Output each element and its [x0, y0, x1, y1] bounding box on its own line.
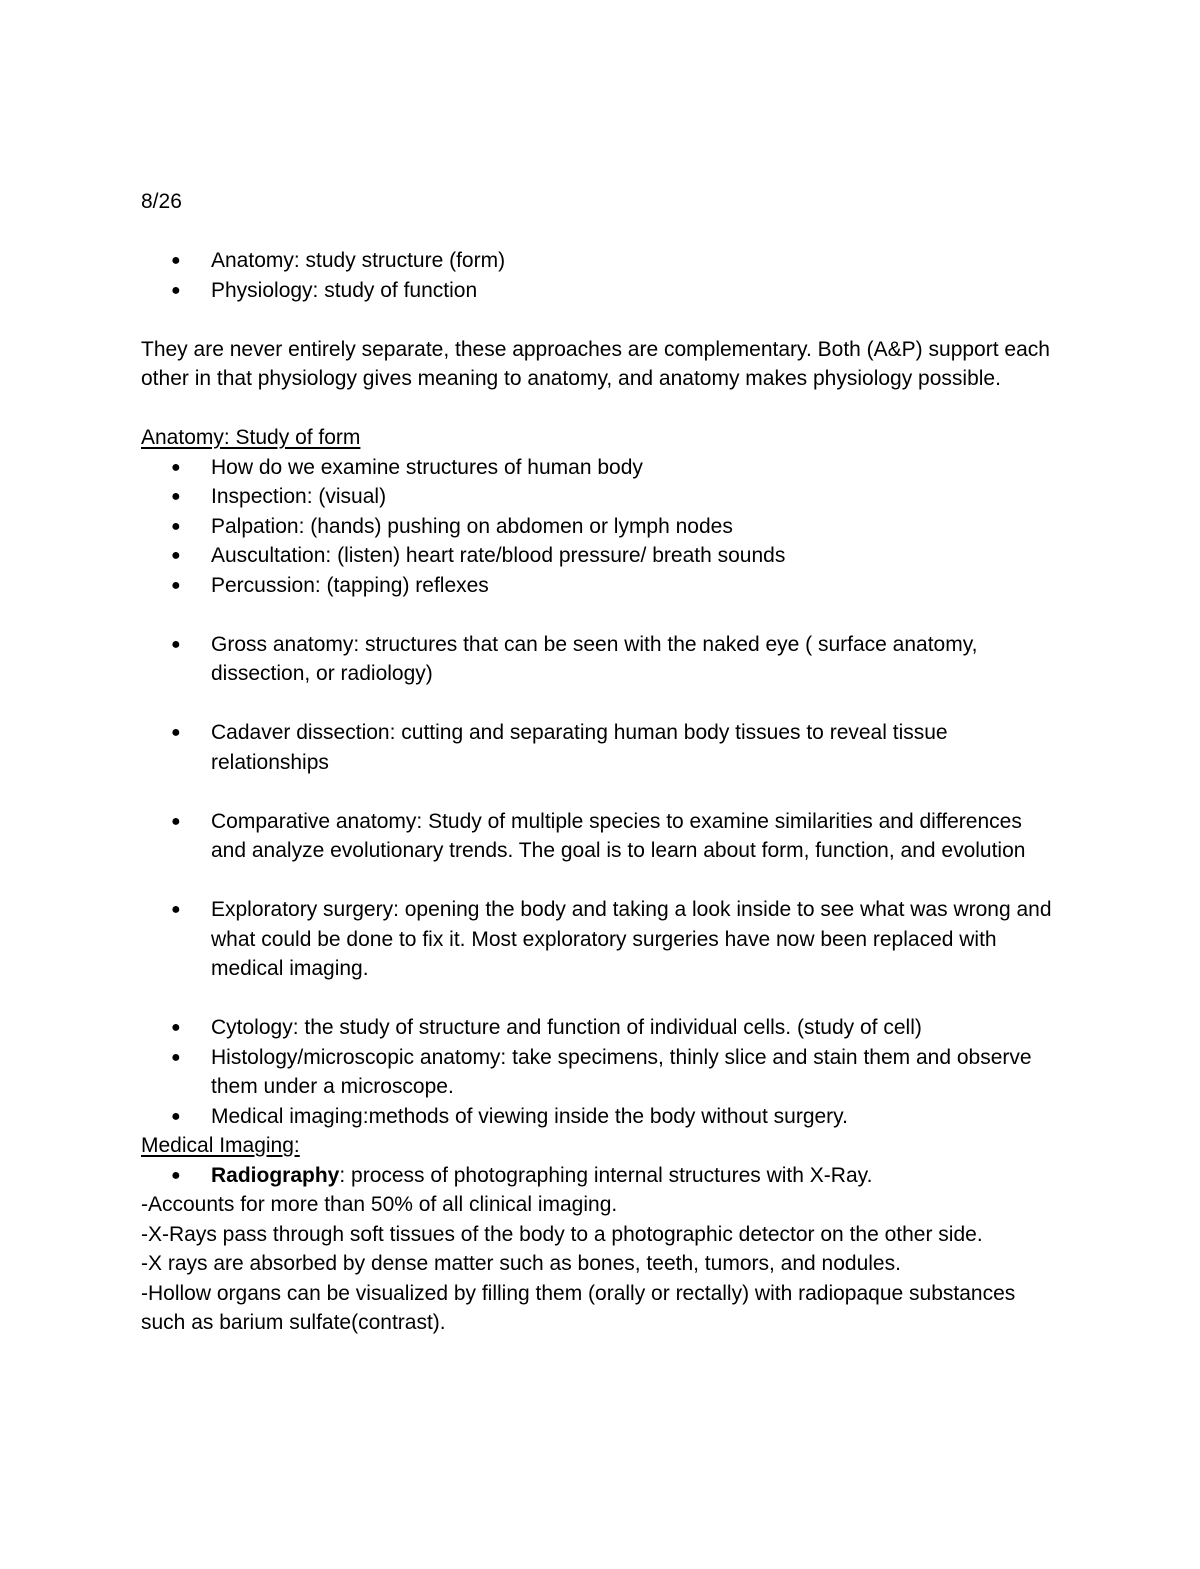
list-item [141, 1161, 1061, 1191]
bullet-icon: ● [171, 1019, 181, 1036]
list-item-text: Inspection: (visual) [211, 485, 387, 508]
date-heading: 8/26 [141, 190, 182, 213]
list-item-text: Gross anatomy: structures that can be seen with the naked eye ( surface anatomy, dissection, or radiology) [211, 632, 978, 685]
list-item-text: How do we examine structures of human body [211, 455, 643, 479]
list-item-text: Cadaver dissection: cutting and separating human body tissues to reveal tissue relationships [211, 721, 948, 774]
bullet-icon: ● [171, 547, 181, 564]
list-item-text: Comparative anatomy: Study of multiple species to examine similarities and differences and analyze evolutionary trends. The goal is to learn about form, function, and evolution [211, 809, 1026, 862]
gross-anatomy-list [141, 630, 1061, 689]
list-item-text: Cytology: the study of structure and function of individual cells. (study of cell) [211, 1016, 922, 1039]
radiography-description: : process of photographing internal structures with X-Ray. [339, 1163, 873, 1187]
list-item-text: Medical imaging:methods of viewing inside the body without surgery. [211, 1104, 848, 1128]
radiography-term: Radiography [211, 1163, 340, 1187]
radiography-note: -Hollow organs can be visualized by filling them (orally or rectally) with radiopaque substances such as barium sulfate(contrast). [141, 1281, 1016, 1334]
list-item-text: Anatomy: study structure (form) [211, 249, 506, 272]
anatomy-heading: Anatomy: Study of form [141, 426, 361, 449]
list-item [141, 246, 1061, 276]
list-item [141, 1102, 1061, 1132]
list-item [141, 1043, 1061, 1102]
intro-list [141, 246, 1061, 305]
list-item [141, 895, 1061, 984]
bullet-icon: ● [171, 635, 181, 653]
list-item [141, 1013, 1061, 1043]
imaging-list [141, 1161, 1061, 1191]
list-item-text: Histology/microscopic anatomy: take specimens, thinly slice and stain them and observe them under a microscope. [211, 1045, 1032, 1098]
list-item [141, 571, 1061, 601]
document-page [141, 187, 1061, 1338]
bullet-icon: ● [171, 901, 181, 918]
radiography-note: -X-Rays pass through soft tissues of the body to a photographic detector on the other side. [141, 1222, 983, 1246]
bullet-icon: ● [171, 812, 181, 830]
list-item [141, 630, 1061, 689]
bullet-icon: ● [171, 724, 181, 741]
list-item-text: Exploratory surgery: opening the body and taking a look inside to see what was wrong and what could be done to fix it. Most exploratory surgeries have now been replaced with medical imaging. [211, 898, 1052, 980]
bullet-icon: ● [171, 576, 181, 594]
bullet-icon: ● [171, 1048, 181, 1066]
list-item-text: Auscultation: (listen) heart rate/blood pressure/ breath sounds [211, 544, 786, 567]
list-item [141, 807, 1061, 866]
exploratory-list [141, 895, 1061, 984]
micro-list [141, 1013, 1061, 1131]
radiography-note: -Accounts for more than 50% of all clinical imaging. [141, 1193, 618, 1216]
comparative-list [141, 807, 1061, 866]
radiography-note: -X rays are absorbed by dense matter such as bones, teeth, tumors, and nodules. [141, 1252, 901, 1275]
list-item-text: Percussion: (tapping) reflexes [211, 573, 489, 597]
bullet-icon: ● [171, 252, 181, 269]
list-item-text: Physiology: study of function [211, 278, 478, 302]
imaging-heading: Medical Imaging: [141, 1134, 300, 1157]
bullet-icon: ● [171, 1107, 181, 1125]
list-item [141, 512, 1061, 542]
exam-list [141, 453, 1061, 601]
list-item [141, 541, 1061, 571]
intro-paragraph: They are never entirely separate, these approaches are complementary. Both (A&P) support each other in that physiology gives meaning to anatomy, and anatomy makes physiology possible. [141, 337, 1050, 390]
list-item [141, 718, 1061, 777]
list-item [141, 453, 1061, 483]
list-item [141, 276, 1061, 306]
bullet-icon: ● [171, 517, 181, 535]
list-item-text: Palpation: (hands) pushing on abdomen or lymph nodes [211, 514, 733, 538]
bullet-icon: ● [171, 1166, 181, 1184]
bullet-icon: ● [171, 458, 181, 476]
bullet-icon: ● [171, 281, 181, 299]
list-item [141, 482, 1061, 512]
cadaver-list [141, 718, 1061, 777]
bullet-icon: ● [171, 488, 181, 505]
